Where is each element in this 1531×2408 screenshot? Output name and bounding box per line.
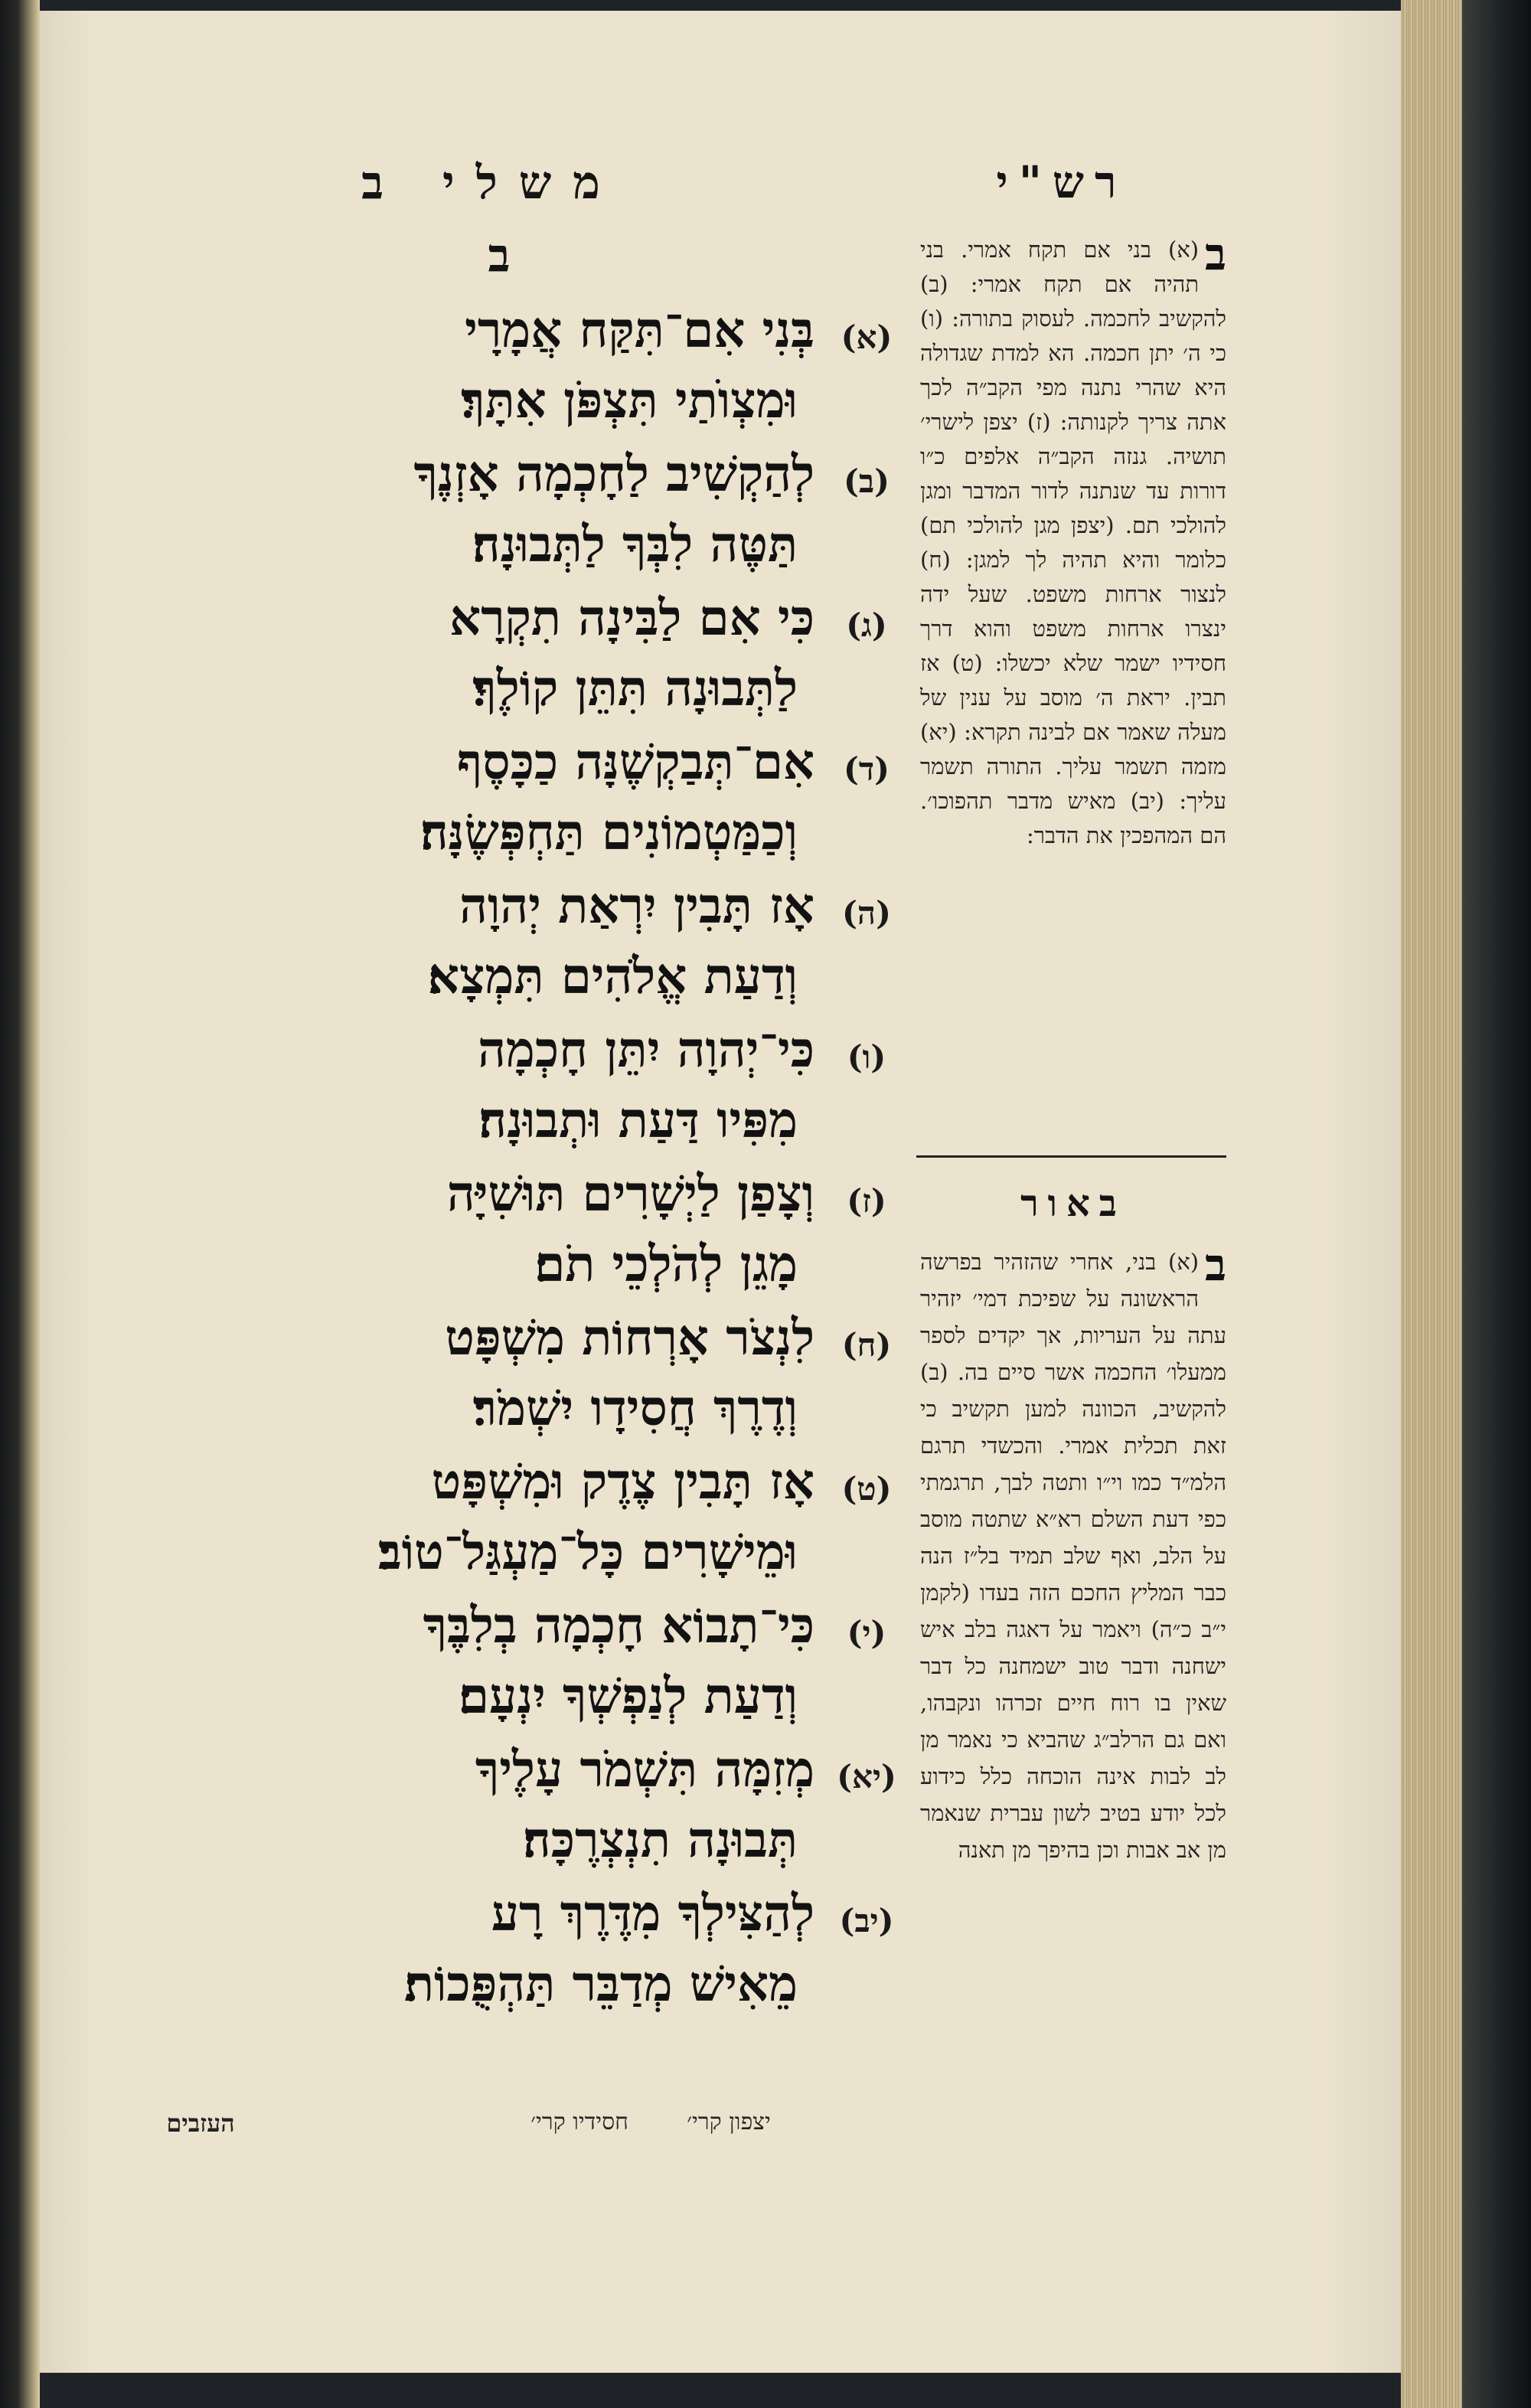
verse-line-2: מֵאִישׁ מְדַבֵּר תַּהְפֻּכוֹת׃ (403, 1955, 798, 2013)
verse-line-1: אָז תָּבִין צֶדֶק וּמִשְׁפָּט (431, 1453, 814, 1511)
verse-11 (292, 1741, 905, 1885)
verse-number: (י) (847, 1614, 886, 1652)
biur-title: באור (1020, 1182, 1126, 1225)
verse-5 (292, 877, 905, 1021)
verse-1 (292, 302, 905, 446)
running-head-book: משלי ב (361, 156, 622, 210)
verse-number: (ט) (841, 1470, 892, 1508)
verse-6 (292, 1021, 905, 1165)
verse-number: (ו) (847, 1038, 886, 1076)
verse-number: (ח) (841, 1326, 892, 1364)
book-cover-right (1462, 0, 1531, 2408)
verse-line-1: כִּי־יְהוָה יִתֵּן חָכְמָה (478, 1021, 814, 1079)
verse-line-2: לַתְּבוּנָה תִּתֵּן קוֹלֶךָ׃ (472, 660, 798, 717)
chapter-number: ב (488, 229, 511, 283)
biur-text: (א) בני, אחרי שהזהיר בפרשה הראשונה על שפיכת דמי׳ יזהיר עתה על העריות, אך יקדים לספר ממעלו׳ החכמה אשר סיים בה. (ב) להקשיב, הכוונה למען תקשיב כי זאת תכלית אמרי. והכשדי תרגם הלמ״ד כמו וי״ו ותטה לבך, תרגמתי כפי דעת השלם רא״א שתטה מוסב על הלב, ואף שלב תמיד בל״ז הנה כבר המליץ החכם הזה בעדו (לקמן י״ב כ״ה) ויאמר על דאגה בלב איש ישחנה ודבר טוב ישמחנה כל דבר שאין בו רוח חיים זכרהו ונקבהו, ואם גם הרלב״ג שהביא כי נאמר מן לב לבות אינה הוכחה כלל כידוע לכל יודע בטיב לשון עברית שנאמר מן אב אבות וכן בהיפך מן תאנה (920, 1249, 1226, 1863)
verse-number: (א) (841, 319, 893, 356)
verse-line-2: וְדַעַת לְנַפְשְׁךָ יִנְעָם׃ (458, 1668, 798, 1725)
verse-line-2: וּמֵישָׁרִים כָּל־מַעְגַּל־טוֹב׃ (377, 1524, 798, 1581)
page-edges (1401, 0, 1462, 2408)
verse-line-1: בְּנִי אִם־תִּקַּח אֲמָרָי (465, 302, 814, 359)
verse-number: (ג) (846, 606, 887, 644)
verse-line-1: אִם־תְּבַקְשֶׁנָּה כַכָּסֶף (457, 734, 814, 791)
kri-note-chasidav: חסידיו קרי׳ (530, 2109, 628, 2135)
verse-line-1: לִנְצֹר אָרְחוֹת מִשְׁפָּט (445, 1309, 814, 1367)
verse-list (292, 302, 905, 2029)
verse-number: (ז) (847, 1182, 886, 1220)
verse-line-2: מִפִּיו דַּעַת וּתְבוּנָה׃ (478, 1092, 798, 1149)
verse-4 (292, 734, 905, 877)
running-head-commentary: רש"י (996, 156, 1128, 208)
biur-commentary (920, 1243, 1226, 2170)
verse-line-2: תַּטֶּה לִבְּךָ לַתְּבוּנָה׃ (472, 516, 798, 573)
verse-7 (292, 1165, 905, 1309)
verse-line-1: לְהַצִּילְךָ מִדֶּרֶךְ רָע (491, 1885, 814, 1942)
verse-line-2: וְדַעַת אֱלֹהִים תִּמְצָא׃ (427, 948, 798, 1005)
verse-2 (292, 446, 905, 590)
book-page (40, 11, 1401, 2373)
verse-line-2: מָגֵן לְהֹלְכֵי תֹם׃ (534, 1236, 798, 1293)
rashi-drop-letter: ב (1205, 233, 1226, 280)
verse-line-2: תְּבוּנָה תִנְצְרֶכָּה׃ (522, 1812, 798, 1869)
verse-8 (292, 1309, 905, 1453)
verse-10 (292, 1597, 905, 1741)
verse-line-1: כִּי אִם לַבִּינָה תִקְרָא (449, 590, 814, 647)
kri-note-tzafun: יצפון קרי׳ (687, 2109, 771, 2135)
verse-number: (ב) (844, 462, 890, 500)
verse-number: (ד) (844, 750, 890, 788)
biur-drop-letter: ב (1205, 1243, 1226, 1291)
verse-number: (יב) (839, 1902, 894, 1939)
verse-number: (ה) (842, 894, 891, 932)
column-divider-rule (916, 1155, 1226, 1158)
rashi-text: (א) בני אם תקח אמרי. בני תהיה אם תקח אמרי: (ב) להקשיב לחכמה. לעסוק בתורה: (ו) כי ה׳ יתן חכמה. הא למדת שגדולה היא שהרי נתנה מפי הקב״ה לכך אתה צריך לקנותה: (ז) יצפן לישרי׳ תושיה. גנזה הקב״ה אלפים כ״ו דורות עד שנתנה לדור המדבר ומגן להולכי תם. (יצפן מגן להולכי תם) כלומר והיא תהיה לך למגן: (ח) לנצור ארחות משפט. שעל ידה ינצרו ארחות משפט והוא דרך חסידיו ישמר שלא יכשלו: (ט) אז תבין. יראת ה׳ מוסב על ענין של מעלה שאמר אם לבינה תקרא: (יא) מזמה תשמר עליך. התורה תשמר עליך: (יב) מאיש מדבר תהפוכו׳. הם המהפכין את הדבר: (920, 237, 1226, 848)
verse-line-1: כִּי־תָבוֹא חָכְמָה בְלִבֶּךָ (423, 1597, 814, 1655)
verse-12 (292, 1885, 905, 2029)
verse-9 (292, 1453, 905, 1597)
book-spine-left (0, 0, 40, 2408)
verse-line-1: מְזִמָּה תִּשְׁמֹר עָלֶיךָ (475, 1741, 814, 1799)
verse-line-1: אָז תָּבִין יִרְאַת יְהוָה (459, 877, 814, 935)
verse-number: (יא) (837, 1758, 896, 1795)
verse-line-1: וְצָפַן לַיְשָׁרִים תּוּשִׁיָּה (446, 1165, 814, 1223)
verse-line-2: וּמִצְוֺתַי תִּצְפֹּן אִתָּךְ׃ (461, 372, 798, 430)
rashi-commentary (920, 233, 1226, 1136)
verse-line-1: לְהַקְשִׁיב לַחָכְמָה אָזְנֶךָ (413, 446, 814, 503)
catchword: העזבים (166, 2109, 235, 2138)
verse-3 (292, 590, 905, 734)
verse-line-2: וְדֶרֶךְ חֲסִידָו יִשְׁמֹר׃ (472, 1380, 798, 1437)
verse-line-2: וְכַמַּטְמוֹנִים תַּחְפְּשֶׂנָּה׃ (419, 804, 798, 861)
